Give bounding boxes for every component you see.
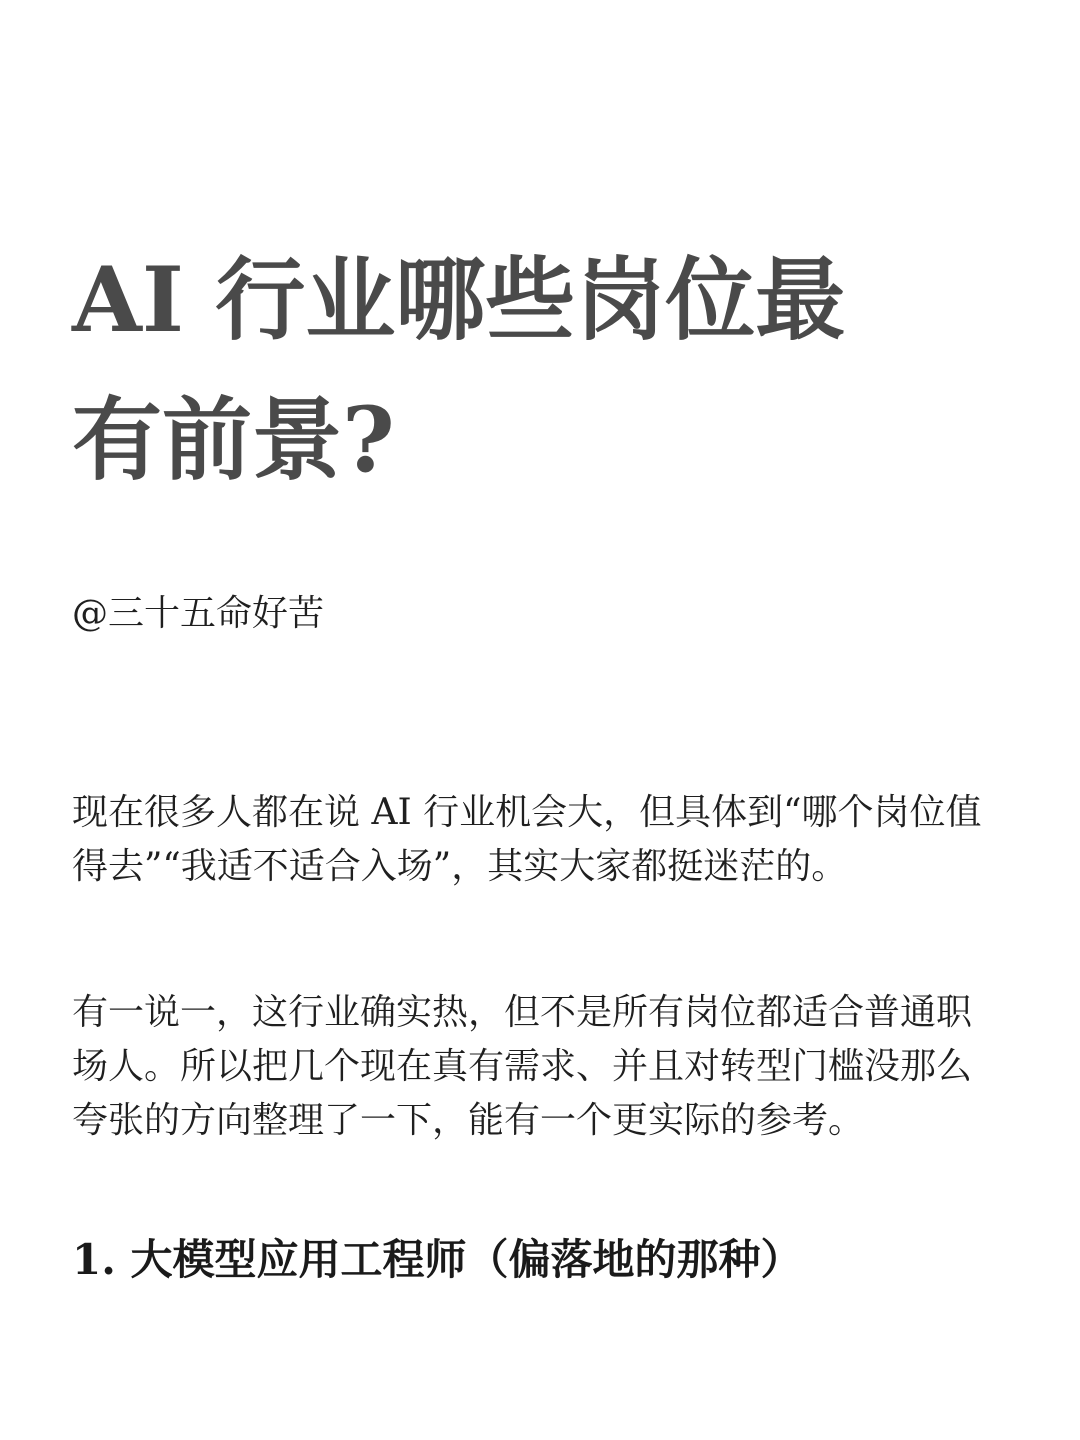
section-heading: 1. 大模型应用工程师（偏落地的那种） <box>72 1235 803 1284</box>
post-title <box>72 230 972 510</box>
context-paragraph-line: 有一说一，这行业确实热，但不是所有岗位都适合普通职 <box>72 992 973 1033</box>
context-paragraph <box>72 986 1012 1148</box>
post-title-line-1: AI 行业哪些岗位最 <box>72 247 846 353</box>
context-paragraph-line: 夸张的方向整理了一下，能有一个更实际的参考。 <box>72 1100 865 1141</box>
context-paragraph-line: 场人。所以把几个现在真有需求、并且对转型门槛没那么 <box>72 1046 973 1087</box>
intro-paragraph-line: 得去”“我适不适合入场”，其实大家都挺迷茫的。 <box>72 846 848 887</box>
intro-paragraph-line: 现在很多人都在说 AI 行业机会大，但具体到“哪个岗位值 <box>72 792 982 833</box>
author-handle: @三十五命好苦 <box>72 593 325 634</box>
intro-paragraph <box>72 786 1012 894</box>
post-title-line-2: 有前景? <box>72 387 395 493</box>
